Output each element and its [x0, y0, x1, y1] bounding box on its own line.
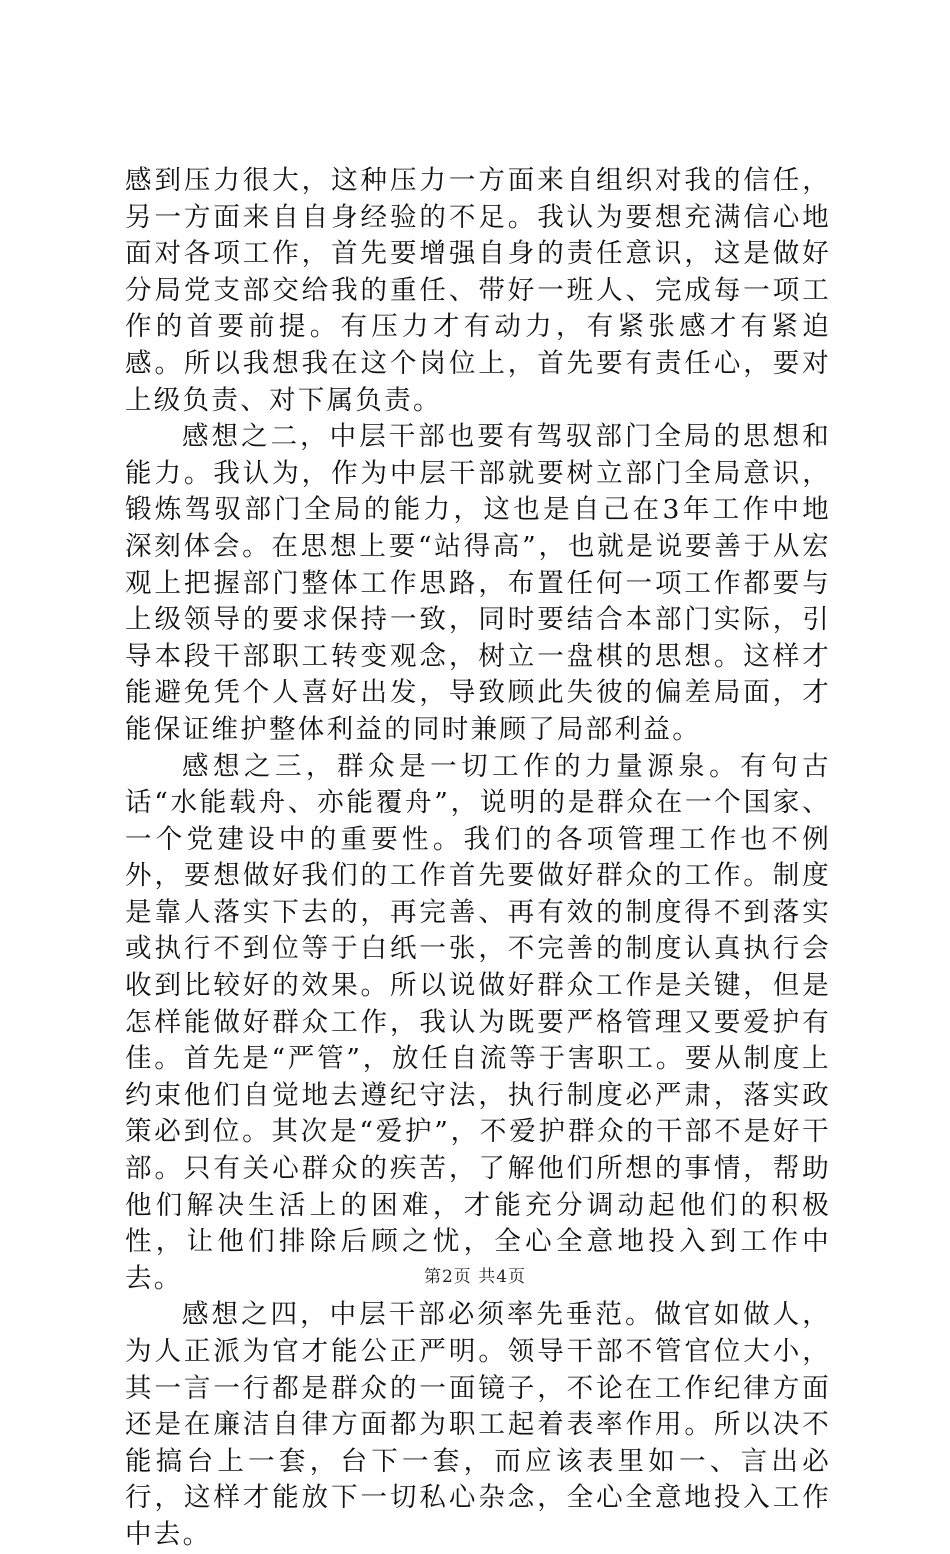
document-body: [125, 163, 831, 1554]
paragraph-thought-4: 感想之四，中层干部必须率先垂范。做官如做人，为人正派为官才能公正严明。领导干部不管官位大小，其一言一行都是群众的一面镜子，不论在工作纪律方面还是在廉洁自律方面都为职工起着表率作用。所以决不能搞台上一套，台下一套，而应该表里如一、言出必行，这样才能放下一切私心杂念，全心全意地投入工作中去。: [125, 1299, 831, 1550]
page-number-footer: 第2页 共4页: [423, 1267, 527, 1287]
paragraph-thought-3: 感想之三，群众是一切工作的力量源泉。有句古话“水能载舟、亦能覆舟”，说明的是群众在一个国家、一个党建设中的重要性。我们的各项管理工作也不例外，要想做好我们的工作首先要做好群众的工作。制度是靠人落实下去的，再完善、再有效的制度得不到落实或执行不到位等于白纸一张，不完善的制度认真执行会收到比较好的效果。所以说做好群众工作是关键，但是怎样能做好群众工作，我认为既要严格管理又要爱护有佳。首先是“严管”，放任自流等于害职工。要从制度上约束他们自觉地去遵纪守法，执行制度必严肃，落实政策必到位。其次是“爱护”，不爱护群众的干部不是好干部。只有关心群众的疾苦，了解他们所想的事情，帮助他们解决生活上的困难，才能充分调动起他们的积极性，让他们排除后顾之忧，全心全意地投入到工作中去。: [125, 750, 831, 1294]
paragraph-thought-2: 感想之二，中层干部也要有驾驭部门全局的思想和能力。我认为，作为中层干部就要树立部门全局意识，锻炼驾驭部门全局的能力，这也是自己在3年工作中地深刻体会。在思想上要“站得高”，也就是说要善于从宏观上把握部门整体工作思路，布置任何一项工作都要与上级领导的要求保持一致，同时要结合本部门实际，引导本段干部职工转变观念，树立一盘棋的思想。这样才能避免凭个人喜好出发，导致顾此失彼的偏差局面，才能保证维护整体利益的同时兼顾了局部利益。: [125, 421, 831, 745]
paragraph-continuation: 感到压力很大，这种压力一方面来自组织对我的信任，另一方面来自自身经验的不足。我认为要想充满信心地面对各项工作，首先要增强自身的责任意识，这是做好分局党支部交给我的重任、带好一班人、完成每一项工作的首要前提。有压力才有动力，有紧张感才有紧迫感。所以我想我在这个岗位上，首先要有责任心，要对上级负责、对下属负责。: [125, 165, 831, 416]
